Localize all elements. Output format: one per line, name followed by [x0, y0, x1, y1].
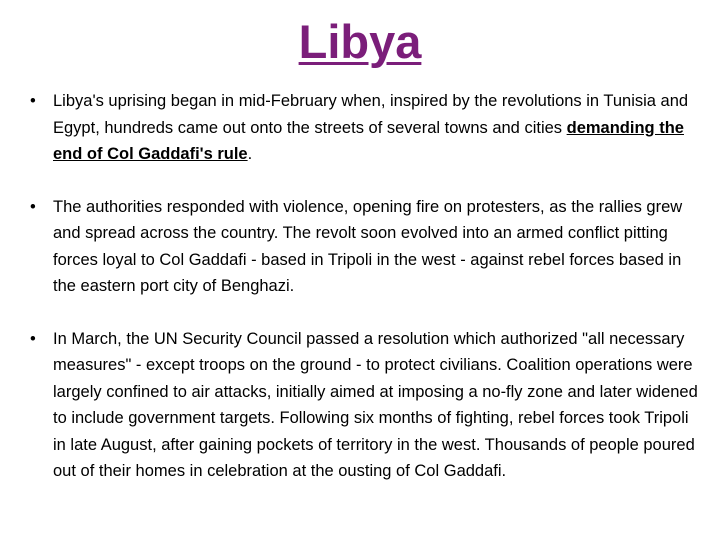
- bullet-text: The authorities responded with violence, opening fire on protesters, as the rallies grew and spread across the country. The revolt soon evolved into an armed conflict pitting forces loyal to Col Gaddafi - based in Tripoli in the west - against rebel forces based in the eastern port city of Benghazi.: [53, 197, 683, 295]
- bullet-list: [30, 88, 702, 511]
- bullet-dot-icon: •: [30, 329, 36, 348]
- slide-title: Libya: [298, 15, 422, 68]
- bullet-text: In March, the UN Security Council passed a resolution which authorized "all necessary measures" - except troops on the ground - to protect civilians. Coalition operations were largely confined to air attacks, initially aimed at imposing a no-fly zone and later widened to include government targets. Following six months of fighting, rebel forces took Tripoli in late August, after gaining pockets of territory in the west. Thousands of people poured out of their homes in celebration at the ousting of Col Gaddafi.: [53, 329, 698, 480]
- emphasized-text: demanding the end of Col Gaddafi's rule: [53, 118, 684, 163]
- bullet-text: Libya's uprising began in mid-February when, inspired by the revolutions in Tunisia and Egypt, hundreds came out onto the streets of several towns and cities: [53, 92, 689, 137]
- bullet-item-uprising: [30, 88, 702, 168]
- bullet-dot-icon: •: [30, 197, 36, 216]
- bullet-text-end: .: [247, 145, 253, 163]
- bullet-item-un-resolution: [30, 326, 702, 485]
- bullet-item-response: [30, 194, 702, 300]
- bullet-dot-icon: •: [30, 92, 36, 110]
